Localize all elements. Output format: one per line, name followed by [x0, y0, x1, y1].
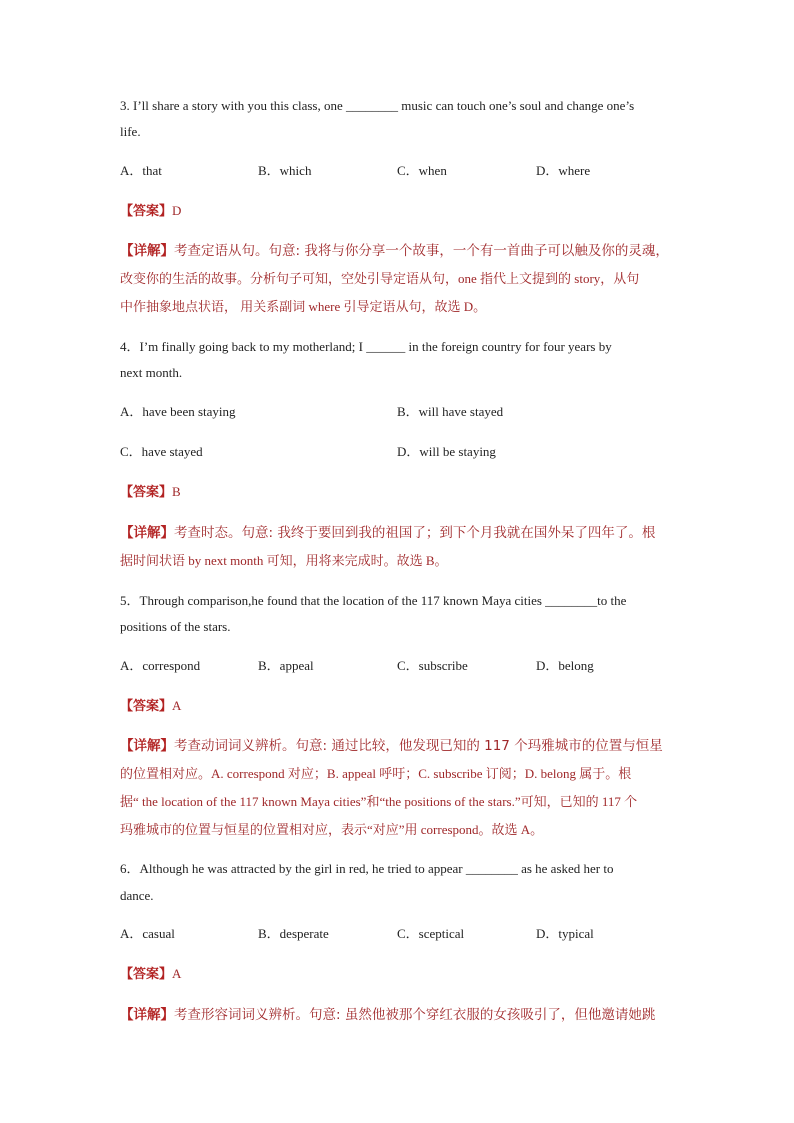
- q4-answer: [120, 484, 181, 500]
- q5-option-c: C．subscribe: [397, 658, 468, 673]
- explanation-tag: 【详解】: [120, 738, 174, 754]
- explanation-tag: 【详解】: [120, 1007, 174, 1023]
- explanation-text: 考查定语从句。句意: 我将与你分享一个故事，一个有一首曲子可以触及你的灵魂，: [174, 243, 669, 259]
- q4-option-a: A．have been staying: [120, 404, 236, 419]
- q4-stem-line2: next month.: [120, 365, 183, 380]
- q5-explanation-line3: 据“ the location of the 117 known Maya cities”和“the positions of the stars.”可知，已知的 117 个: [120, 794, 638, 809]
- q6-option-d: D．typical: [536, 926, 594, 941]
- q5-answer: [120, 698, 181, 714]
- q4-explanation-line1: [120, 525, 680, 541]
- q6-stem-line2: dance.: [120, 888, 154, 903]
- q3-option-d: D．where: [536, 163, 591, 178]
- answer-tag: 【答案】: [120, 966, 173, 981]
- q5-option-b: B．appeal: [258, 658, 314, 673]
- q3-option-c: C．when: [397, 163, 447, 178]
- answer-value: A: [172, 966, 182, 981]
- q4-explanation-line2: 据时间状语 by next month 可知，用将来完成时。故选 B。: [120, 553, 448, 568]
- answer-tag: 【答案】: [120, 484, 173, 499]
- q6-option-b: B．desperate: [258, 926, 329, 941]
- explanation-tag: 【详解】: [120, 525, 174, 541]
- q5-explanation-line4: 玛雅城市的位置与恒星的位置相对应，表示“对应”用 correspond。故选 A。: [120, 822, 544, 837]
- answer-tag: 【答案】: [120, 698, 173, 713]
- q3-option-a: A．that: [120, 163, 162, 178]
- q3-explanation-line2: 改变你的生活的故事。分析句子可知，空处引导定语从句，one 指代上文提到的 story，从句: [120, 271, 640, 286]
- q3-stem-line2: life.: [120, 124, 141, 139]
- q6-stem-line1: 6．Although he was attracted by the girl in red, he tried to appear ________ as he asked her to: [120, 861, 614, 876]
- q6-option-a: A．casual: [120, 926, 175, 941]
- q4-option-d: D．will be staying: [397, 444, 496, 459]
- q6-explanation-line1: [120, 1007, 680, 1023]
- q5-option-d: D．belong: [536, 658, 594, 673]
- explanation-text: 考查时态。句意: 我终于要回到我的祖国了；到下个月我就在国外呆了四年了。根: [174, 525, 656, 541]
- q3-option-b: B．which: [258, 163, 312, 178]
- q5-stem-line2: positions of the stars.: [120, 619, 231, 634]
- q5-option-a: A．correspond: [120, 658, 201, 673]
- q6-option-c: C．sceptical: [397, 926, 465, 941]
- q5-stem-line1: 5．Through comparison,he found that the location of the 117 known Maya cities ________to the: [120, 593, 627, 608]
- q5-explanation-line1: [120, 738, 680, 754]
- explanation-text: 考查动词词义辨析。句意: 通过比较，他发现已知的 117 个玛雅城市的位置与恒星: [174, 738, 663, 754]
- q3-explanation-line1: [120, 243, 680, 259]
- explanation-tag: 【详解】: [120, 243, 174, 259]
- q4-option-b: B．will have stayed: [397, 404, 504, 419]
- q3-stem-line1: 3. I’ll share a story with you this class, one ________ music can touch one’s soul and change one’s: [120, 98, 635, 113]
- q3-explanation-line3: 中作抽象地点状语， 用关系副词 where 引导定语从句，故选 D。: [120, 299, 487, 314]
- q4-option-c: C．have stayed: [120, 444, 203, 459]
- q6-answer: [120, 966, 181, 982]
- q5-explanation-line2: 的位置相对应。A. correspond 对应；B. appeal 呼吁；C. subscribe 订阅；D. belong 属于。根: [120, 766, 632, 781]
- q3-answer: [120, 203, 181, 219]
- answer-value: B: [172, 484, 181, 499]
- q4-stem-line1: 4．I’m finally going back to my motherland; I ______ in the foreign country for four years by: [120, 339, 612, 354]
- answer-value: A: [172, 698, 182, 713]
- explanation-text: 考查形容词词义辨析。句意: 虽然他被那个穿红衣服的女孩吸引了，但他邀请她跳: [174, 1007, 656, 1023]
- answer-value: D: [172, 203, 182, 218]
- answer-tag: 【答案】: [120, 203, 173, 218]
